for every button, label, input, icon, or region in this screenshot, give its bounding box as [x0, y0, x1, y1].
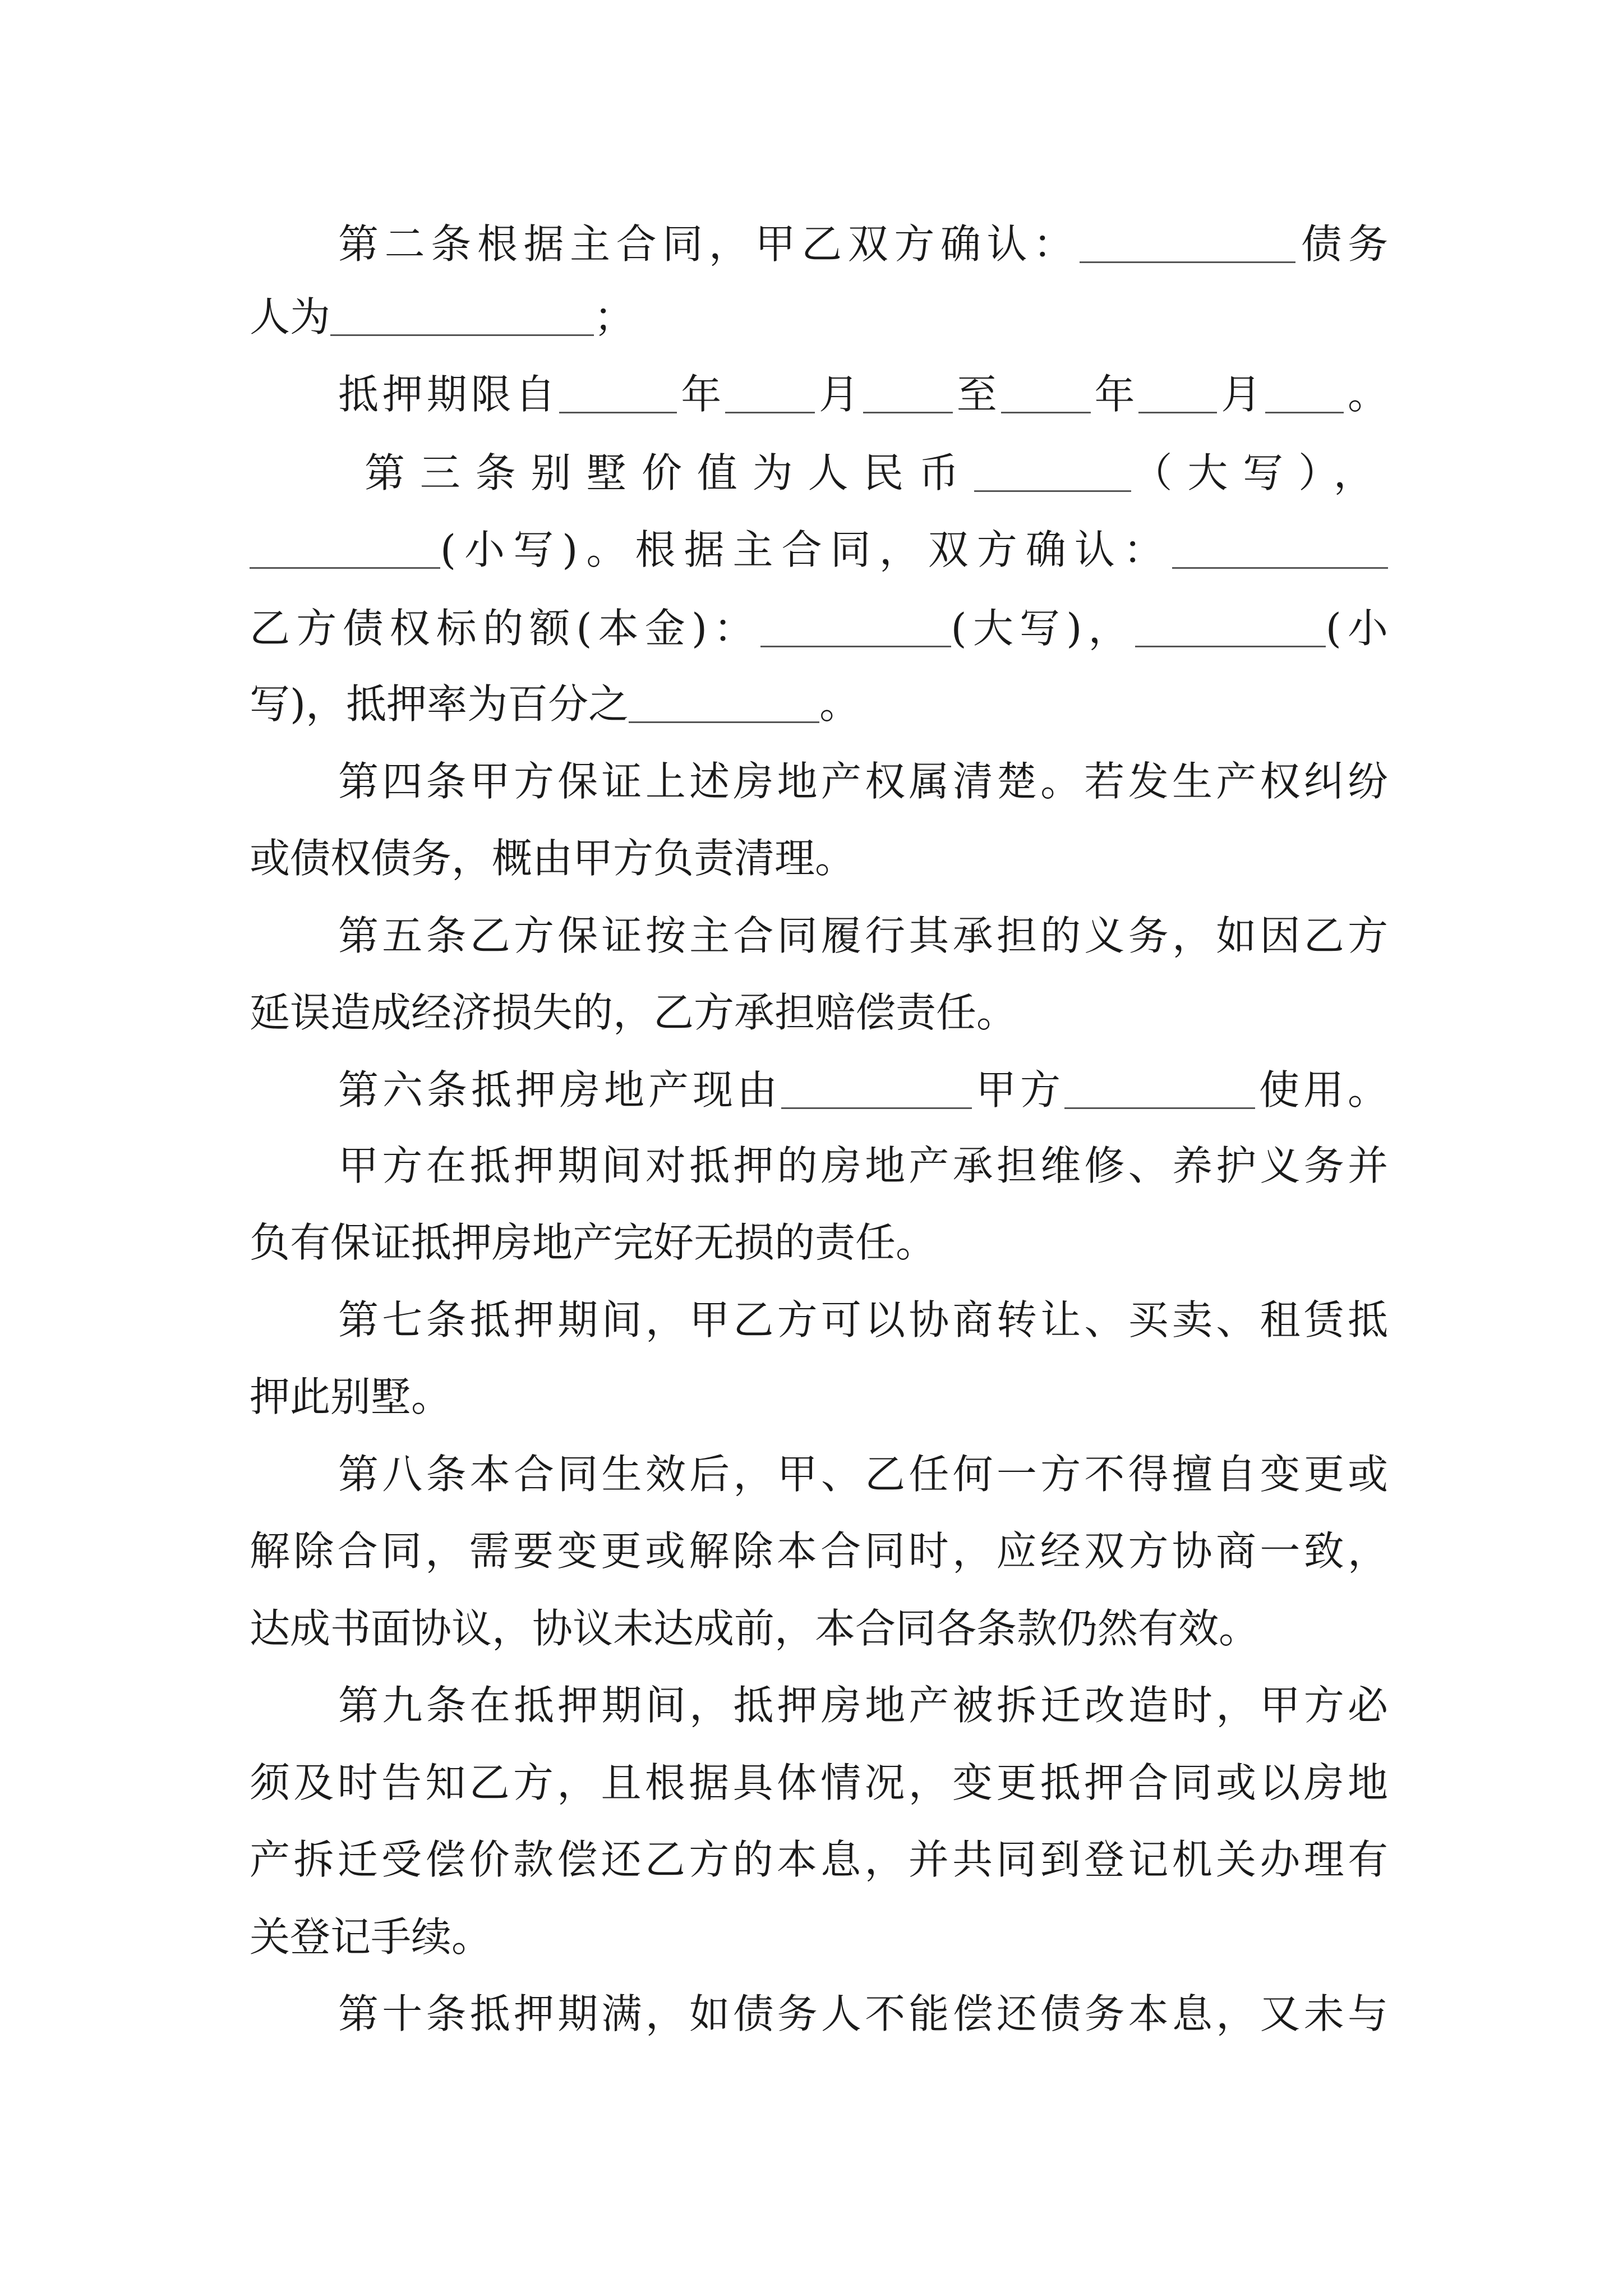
article-3-line-4 — [250, 670, 1388, 738]
article-7-line-1: 第七条抵押期间，甲乙方可以协商转让、买卖、租赁抵 — [338, 1296, 1388, 1343]
article-7-line-2: 押此别墅。 — [250, 1373, 452, 1420]
term-year-1: 年 — [677, 371, 726, 418]
article-10-line-1: 第十条抵押期满，如债务人不能偿还债务本息，又未与 — [338, 1990, 1388, 2037]
end-day-blank[interactable] — [1265, 375, 1344, 413]
article-3-tail: （大写）， — [1131, 449, 1388, 496]
user-blank-2[interactable] — [1064, 1071, 1255, 1109]
confirm-amount-blank[interactable] — [1172, 531, 1388, 569]
article-6-line-3: 负有保证抵押房地产完好无损的责任。 — [250, 1219, 937, 1266]
value-upper-blank[interactable] — [974, 454, 1131, 492]
end-month-blank[interactable] — [1138, 375, 1217, 413]
article-3-line-1 — [365, 439, 1388, 507]
principal-label: 乙方债权标的额(本金)： — [250, 605, 760, 652]
article-6-line-2: 甲方在抵押期间对抵押的房地产承担维修、养护义务并 — [338, 1142, 1388, 1189]
article-6-text: 第六条抵押房地产现由 — [338, 1066, 781, 1114]
article-3-line-2-text: (小写)。根据主合同，双方确认： — [440, 526, 1172, 573]
mortgage-rate-blank[interactable] — [629, 685, 819, 723]
article-5-line-2: 延误造成经济损失的，乙方承担赔偿责任。 — [250, 989, 1017, 1036]
principal-lower-blank[interactable] — [1135, 609, 1326, 647]
principal-upper-blank[interactable] — [760, 609, 951, 647]
article-3-line-2 — [250, 516, 1388, 583]
mortgage-rate-label: 写)，抵押率为百分之 — [250, 680, 629, 728]
start-month-blank[interactable] — [725, 375, 815, 413]
end-year-blank[interactable] — [1001, 375, 1091, 413]
term-to: 至 — [952, 371, 1001, 418]
article-2-line-1 — [338, 210, 1388, 278]
article-3-line-3 — [250, 595, 1388, 662]
article-2-line-2 — [250, 283, 1388, 351]
article-3-text: 第三条别墅价值为人民币 — [365, 449, 974, 496]
article-8-line-1: 第八条本合同生效后，甲、乙任何一方不得擅自变更或 — [338, 1451, 1388, 1498]
term-month-2: 月 — [1217, 371, 1266, 418]
article-9-line-3: 产拆迁受偿价款偿还乙方的本息，并共同到登记机关办理有 — [250, 1836, 1388, 1883]
principal-upper-label: (大写)， — [951, 605, 1135, 652]
article-6-line-1 — [338, 1056, 1388, 1124]
start-day-blank[interactable] — [863, 375, 953, 413]
term-end: 。 — [1344, 371, 1388, 418]
article-4-line-2: 或债权债务，概由甲方负责清理。 — [250, 835, 856, 882]
article-2-tail: 债务 — [1295, 220, 1388, 268]
article-9-line-1: 第九条在抵押期间，抵押房地产被拆迁改造时，甲方必 — [338, 1682, 1388, 1729]
article-4-line-1: 第四条甲方保证上述房地产权属清楚。若发生产权纠纷 — [338, 758, 1388, 805]
article-6-party: 甲方 — [971, 1066, 1064, 1114]
term-year-2: 年 — [1090, 371, 1139, 418]
article-2-text: 第二条根据主合同，甲乙双方确认： — [338, 220, 1080, 268]
debtor-tail: ； — [594, 293, 635, 341]
value-lower-blank[interactable] — [250, 531, 440, 569]
principal-lower-label: (小 — [1325, 605, 1389, 652]
article-5-line-1: 第五条乙方保证按主合同履行其承担的义务，如因乙方 — [338, 912, 1388, 959]
article-8-line-2: 解除合同，需要变更或解除本合同时，应经双方协商一致， — [250, 1527, 1388, 1575]
user-blank-1[interactable] — [781, 1071, 972, 1109]
mortgage-rate-tail: 。 — [819, 680, 860, 728]
start-year-blank[interactable] — [559, 375, 677, 413]
article-8-line-3: 达成书面协议，协议未达成前，本合同各条款仍然有效。 — [250, 1605, 1260, 1652]
article-6-tail: 使用。 — [1255, 1066, 1388, 1114]
term-label: 抵押期限自 — [338, 371, 560, 418]
article-9-line-4: 关登记手续。 — [250, 1913, 492, 1961]
mortgage-term-line — [338, 361, 1388, 428]
term-month-1: 月 — [815, 371, 863, 418]
article-9-line-2: 须及时告知乙方，且根据具体情况，变更抵押合同或以房地 — [250, 1759, 1388, 1806]
debtor-label: 人为 — [250, 293, 331, 341]
confirm-blank[interactable] — [1080, 225, 1295, 263]
debtor-blank[interactable] — [330, 298, 594, 336]
